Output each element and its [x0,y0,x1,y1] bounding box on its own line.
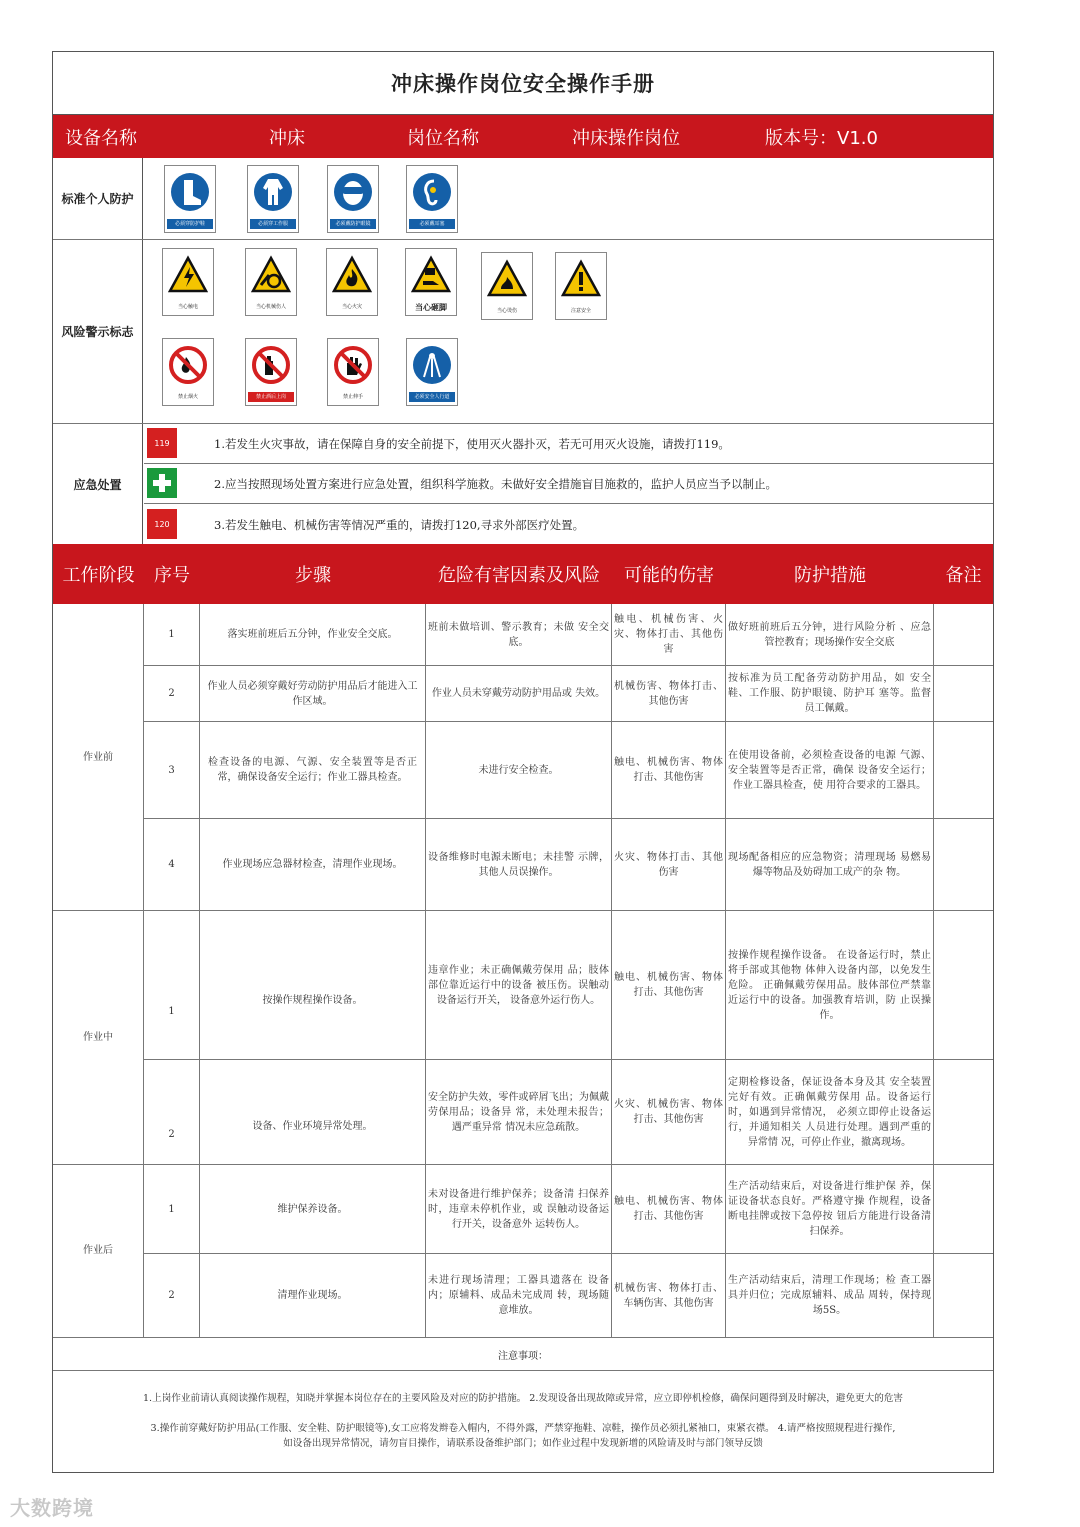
th-stage: 工作阶段 [62,565,135,586]
ppe-label: 标准个人防护 [53,158,143,239]
th-measure: 防护措施 [794,565,866,586]
post-name-label: 岗位名称 [407,127,479,149]
machine-injury-icon: 当心机械伤人 [245,248,297,316]
no-fire-icon: 禁止烟火 [162,338,214,406]
goggles-icon: 必须戴防护眼镜 [327,165,379,233]
post-name-value: 冲床操作岗位 [572,127,680,149]
table-row-measure: 现场配备相应的应急物资；清理现场 易燃易爆等物品及妨碍加工成产的杂 物。 [728,851,931,878]
table-row-no: 2 [168,1290,175,1301]
table-row-harm: 触电、机械伤害、物体打击、其他伤害 [614,757,723,783]
table-row-no: 4 [168,859,175,870]
version-label: 版本号：V1.0 [765,127,878,149]
table-row-step: 设备、作业环境异常处理。 [252,1120,373,1132]
foot-crush-icon: 当心砸脚 [405,248,457,316]
table-row-step: 维护保养设备。 [277,1203,348,1215]
table-row-harm: 机械伤害、物体打击、车辆伤害、其他伤害 [614,1282,723,1309]
risk-sign-label: 风险警示标志 [53,240,143,423]
watermark-logo [10,1492,94,1521]
table-row-step: 清理作业现场。 [277,1290,348,1301]
th-hazard: 危险有害因素及风险 [438,565,600,586]
table-row-hazard: 未对设备进行维护保养；设备清 扫保养时，违章未停机作业，或 误触动设备运行开关，设备意外 运转伤人。 [428,1188,609,1230]
stage-during: 作业中 [83,1031,113,1043]
table-row-hazard: 违章作业；未正确佩戴劳保用 品；肢体部位靠近运行中的设备 被压伤。误触动设备运行开关， 设备意外运行伤人。 [428,964,609,1006]
note-line-3: 如设备出现异常情况，请勿盲目操作，请联系设备维护部门；如作业过程中发现新增的风险请及时与部门领导反馈 [283,1438,763,1449]
table-row-measure: 定期检修设备，保证设备本身及其 安全装置完好有效。正确佩戴劳保用 品。设备运行时，如遇到异常情况， 必须立即停止设备运行，并通知相关 人员进行处理。遇到严重的异常情 况，可停止作业，撤离现场。 [728,1076,931,1148]
table-row-measure: 按标准为员工配备劳动防护用品，如 安全鞋、工作服、防护眼镜、防护耳 塞等。监督员工佩戴。 [728,673,931,714]
equipment-header-bar [53,115,993,158]
stage-before: 作业前 [83,751,113,763]
table-row-harm: 火灾、机械伤害、物体打击、其他伤害 [614,1099,723,1125]
emergency-list [144,424,993,544]
watermark-text: 大数跨境 [10,1496,94,1520]
th-no: 序号 [154,565,190,586]
safety-manual-sheet [52,51,994,1473]
table-row-hazard: 作业人员未穿戴劳动防护用品或 失效。 [431,688,606,699]
table-row-hazard: 班前未做培训、警示教育；未做 安全交底。 [428,621,609,648]
ppe-signs [144,158,993,239]
ambulance-phone-icon: 120 [147,509,177,539]
fire-phone-icon: 119 [147,428,177,458]
burn-icon: 当心烫伤 [481,252,533,320]
table-row-measure: 生产活动结束后，对设备进行维护保 养，保证设备状态良好。严格遵守操 作规程，设备断电挂牌或按下急停按 钮后方能进行设备清扫保养。 [728,1181,931,1237]
no-alcohol-icon: 禁止酒后上岗 [245,338,297,406]
th-harm: 可能的伤害 [624,565,714,586]
emergency-item-1: 1.若发生火灾事故，请在保障自身的安全前提下，使用灭火器扑灭，若无可用灭火设施，请拨打119。 [214,437,730,451]
equipment-name-value: 冲床 [269,127,305,149]
emergency-label: 应急处置 [53,424,143,544]
table-row-harm: 机械伤害、物体打击、其他伤害 [614,680,723,707]
table-row-step: 作业人员必须穿戴好劳动防护用品后才能进入工作区域。 [207,680,418,707]
table-row-measure: 做好班前班后五分钟，进行风险分析 、应急管控教育；现场操作安全交底 [728,621,931,648]
table-row-no: 3 [168,764,175,776]
no-hand-icon: 禁止伸手 [327,338,379,406]
risk-signs [144,240,993,423]
electric-shock-icon: 当心触电 [162,248,214,316]
table-row-no: 2 [168,1128,175,1140]
table-row-harm: 触电、机械伤害、物体打击、其他伤害 [614,972,723,998]
workwear-icon: 必须穿工作服 [247,165,299,233]
table-row-measure: 按操作规程操作设备。 在设备运行时，禁止将手部或其他物 体伸入设备内部，以免发生危险。 正确佩戴劳保用品。肢体部位严禁靠 近运行中的设备。加强教育培训，防 止误操作。 [728,949,931,1021]
equipment-name-label: 设备名称 [65,127,137,149]
table-row-no: 2 [168,688,175,699]
earplug-icon: 必须戴耳塞 [406,165,458,233]
page-title: 冲床操作岗位安全操作手册 [53,52,993,115]
boot-icon: 必须穿防护鞋 [164,165,216,233]
table-header [53,544,993,604]
procedure-table [53,604,993,1337]
table-row-measure: 在使用设备前，必须检查设备的电源 气源、安全装置等是否正常，确保 设备安全运行；作业工器具检查，使 用符合要求的工器具。 [728,749,931,791]
table-row-harm: 触电、机械伤害、火灾、物体打击、其他伤害 [614,614,723,655]
table-row-no: 1 [168,1005,175,1017]
table-row-step: 检查设备的电源、气源、安全装置等是否正常，确保设备安全运行；作业工器具检查。 [208,757,417,783]
th-remark: 备注 [945,565,982,586]
table-row-no: 1 [168,1203,175,1215]
notes-title: 注意事项： [498,1350,548,1362]
table-row-harm: 触电、机械伤害、物体打击、其他伤害 [614,1196,723,1222]
exclamation-icon: 注意安全 [555,252,607,320]
emergency-item-2: 2.应当按照现场处置方案进行应急处置，组织科学施救。未做好安全措施盲目施救的，监护人员应当予以制止。 [214,477,777,491]
th-step: 步骤 [295,565,331,586]
table-row-no: 1 [168,629,175,640]
first-aid-icon [147,468,177,498]
table-row-hazard: 未进行现场清理；工器具遗落在 设备内；原辅料、成品未完成周 转，现场随意堆放。 [428,1275,609,1316]
table-row-hazard: 设备维修时电源未断电；未挂警 示牌，其他人员误操作。 [428,851,609,878]
note-line-1: 1.上岗作业前请认真阅读操作规程，知晓并掌握本岗位存在的主要风险及对应的防护措施。 2.发现设备出现故障或异常，应立即停机检修，确保问题得到及时解决，避免更大的危害 [142,1393,904,1404]
table-row-step: 按操作规程操作设备。 [262,994,363,1006]
walkway-icon: 必须安全人行道 [406,338,458,406]
stage-after: 作业后 [83,1245,113,1256]
emergency-item-3: 3.若发生触电、机械伤害等情况严重的，请拨打120,寻求外部医疗处置。 [214,518,585,532]
table-row-hazard: 未进行安全检查。 [478,764,559,776]
table-row-measure: 生产活动结束后，清理工作现场；检 查工器具并归位；完成原辅料、成品 周转，保持现场5S。 [728,1275,931,1316]
table-row-step: 作业现场应急器材检查，清理作业现场。 [222,859,403,870]
table-row-step: 落实班前班后五分钟，作业安全交底。 [227,629,398,640]
table-row-hazard: 安全防护失效，零件或碎屑飞出；为佩戴劳保用品；设备异 常，未处理未报告；遇严重异常 情况未应急疏散。 [428,1091,609,1133]
fire-icon: 当心火灾 [326,248,378,316]
note-line-2: 3.操作前穿戴好防护用品(工作服、安全鞋、防护眼镜等),女工应将发辫卷入帽内，不得外露，严禁穿拖鞋、凉鞋，操作员必须扎紧袖口，束紧衣襟。 4.请严格按照规程进行操作, [150,1423,896,1434]
table-row-harm: 火灾、物体打击、其他伤害 [614,851,723,878]
